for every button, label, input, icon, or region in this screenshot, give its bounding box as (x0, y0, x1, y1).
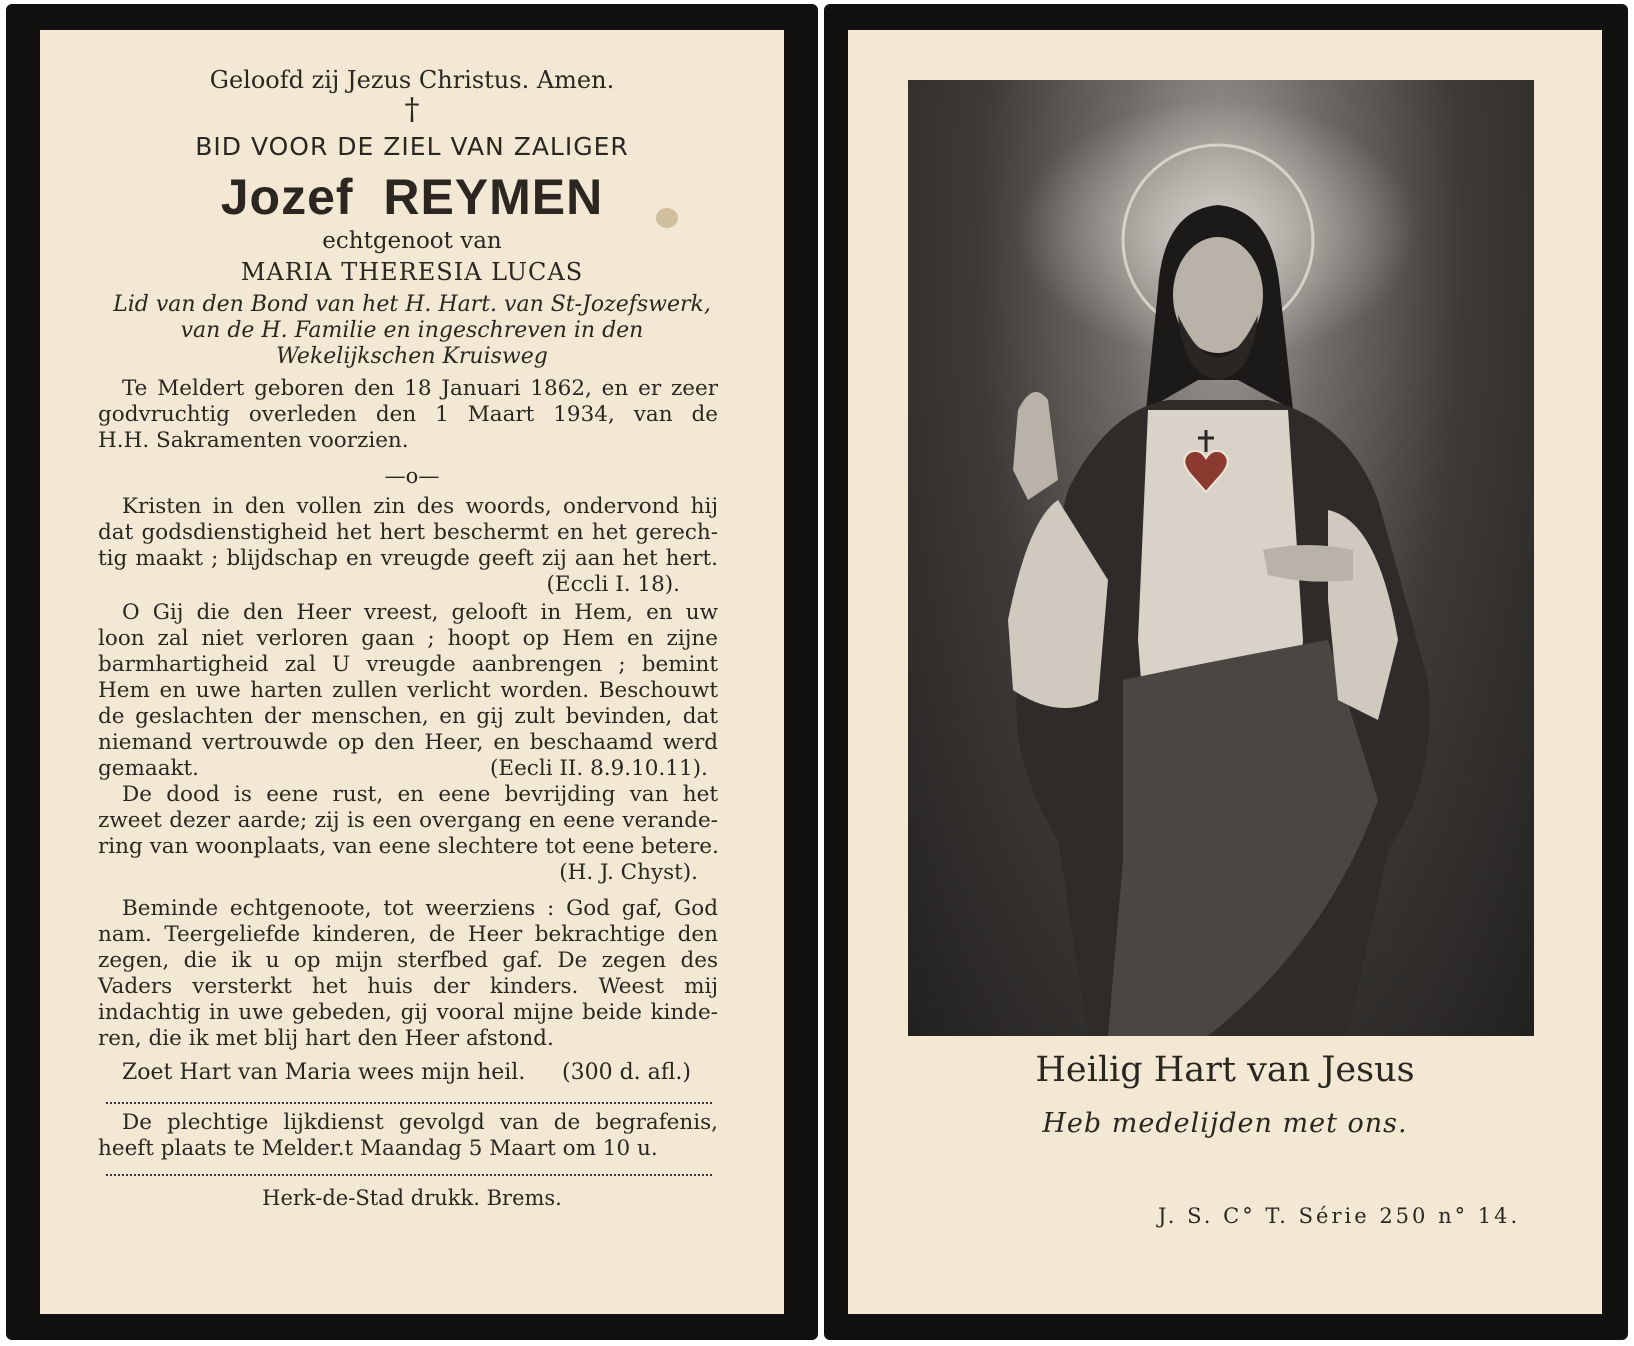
paragraph-line: barmhartigheid zal U vreugde aanbrengen ; bemint (98, 652, 718, 677)
deceased-last-name: REYMEN (383, 169, 604, 225)
sacred-heart-picture (908, 80, 1534, 1036)
paragraph-line: indachtig in uwe gebeden, gij vooral mijne beide kinde- (98, 1000, 718, 1025)
paragraph-line: tig maakt ; blijdschap en vreugde geeft zij aan het hert. (98, 546, 718, 571)
invocation: Zoet Hart van Maria wees mijn heil. (122, 1060, 526, 1085)
picture-caption: Heilig Hart van Jesus (1035, 1050, 1415, 1090)
spouse-name: MARIA THERESIA LUCAS (240, 258, 584, 286)
scripture-reference: (Eccli I. 18). (546, 572, 680, 597)
paragraph-line: Beminde echtgenoote, tot weerziens : God gaf, God (122, 896, 718, 921)
paragraph-line: dat godsdienstigheid het hert beschermt en het gerech- (98, 520, 718, 545)
dotted-divider (106, 1174, 712, 1176)
paragraph-line: Hem en uwe harten zullen verlicht worden. Beschouwt (98, 678, 718, 703)
bio-line: H.H. Sakramenten voorzien. (98, 428, 409, 453)
paragraph-line: De dood is eene rust, en eene bevrijding van het (122, 782, 718, 807)
membership-line: van de H. Familie en ingeschreven in den (180, 318, 644, 343)
card-paper (848, 30, 1602, 1314)
card-paper (40, 30, 784, 1314)
paragraph-line: zweet dezer aarde; zij is een overgang en eene verande- (98, 808, 718, 833)
bio-line: Te Meldert geboren den 18 Januari 1862, en er zeer (122, 376, 718, 401)
paragraph-line: nam. Teergeliefde kinderen, de Heer bekrachtige den (98, 922, 718, 947)
membership-line: Lid van den Bond van het H. Hart. van St-Jozefswerk, (113, 292, 711, 317)
paragraph-line: Kristen in den vollen zin des woords, ondervond hij (122, 494, 718, 519)
deceased-first-name: Jozef (220, 169, 354, 225)
cross-icon: † (404, 92, 420, 127)
membership-line: Wekelijkschen Kruisweg (276, 344, 548, 369)
paragraph-line: de geslachten der menschen, en gij zult bevinden, dat (98, 704, 718, 729)
dotted-divider (106, 1102, 712, 1104)
scripture-reference: (H. J. Chyst). (559, 860, 698, 885)
indulgence: (300 d. afl.) (562, 1060, 692, 1085)
paragraph-line: zegen, die ik u op mijn sterfbed gaf. De zegen des (98, 948, 718, 973)
prayer-line: BID VOOR DE ZIEL VAN ZALIGER (195, 132, 629, 161)
funeral-line: heeft plaats te Melder.t Maandag 5 Maart om 10 u. (98, 1136, 658, 1161)
pointing-hand (1263, 545, 1353, 582)
sacred-heart-illustration (908, 80, 1534, 1036)
raised-hand (1013, 392, 1058, 500)
paragraph-line: O Gij die den Heer vreest, gelooft in Hem, en uw (122, 600, 718, 625)
header-text: Geloofd zij Jezus Christus. Amen. (209, 66, 615, 94)
paragraph-line: ren, die ik met blij hart den Heer afstond. (98, 1026, 554, 1051)
paragraph-line: ring van woonplaats, van eene slechtere tot eene betere. (98, 834, 719, 859)
paragraph-line: loon zal niet verloren gaan ; hoopt op Hem en zijne (98, 626, 718, 651)
paper-stain (656, 208, 678, 228)
printer-credit: Herk-de-Stad drukk. Brems. (262, 1186, 562, 1210)
paragraph-line: niemand vertrouwde op den Heer, en beschaamd werd (98, 730, 718, 755)
paragraph-line: Vaders versterkt het huis der kinders. Weest mij (98, 974, 718, 999)
picture-subcaption: Heb medelijden met ons. (1042, 1108, 1408, 1139)
separator: —o— (384, 464, 440, 488)
series-number: J. S. C° T. Série 250 n° 14. (1158, 1204, 1521, 1228)
memorial-card-picture-side (824, 4, 1628, 1340)
paragraph-line: gemaakt. (98, 756, 200, 781)
bio-line: godvruchtig overleden den 1 Maart 1934, van de (98, 402, 718, 427)
funeral-line: De plechtige lijkdienst gevolgd van de begrafenis, (122, 1110, 718, 1135)
scripture-reference: (Eecli II. 8.9.10.11). (490, 756, 708, 781)
spouse-intro: echtgenoot van (322, 228, 502, 254)
memorial-card-text-side (6, 4, 818, 1340)
